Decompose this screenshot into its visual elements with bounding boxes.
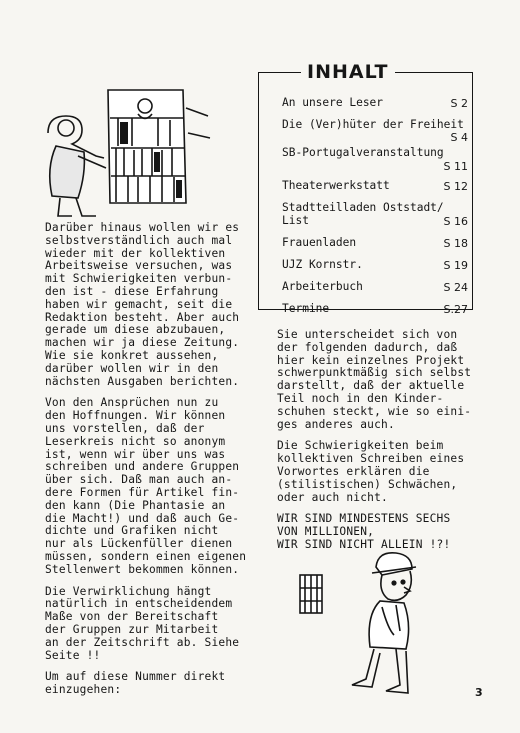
- toc-item-title: Stadtteilladen Oststadt/ List: [282, 201, 444, 227]
- toc-item-title: Arbeiterbuch: [282, 280, 363, 293]
- toc-item-page: S 18: [443, 237, 468, 250]
- toc-item-title: An unsere Leser: [282, 96, 384, 109]
- left-paragraph-2: Von den Ansprüchen nun zu den Hoffnungen. Wir können uns vorstellen, daß der Leserkreis nicht so anonym ist, wenn wir über uns was schreiben und andere Gruppen über sich. Daß man auch an- dere Formen für Artikel fin- den kann (Die Phantasie an die Macht!) und daß auch Ge- dichte und Grafiken nicht nur als Lückenfüller dienen müssen, sondern einen eigenen Stellenwert bekommen können.: [45, 396, 247, 576]
- toc-item[interactable]: [282, 201, 472, 227]
- toc-item-title: Die (Ver)hüter der Freiheit: [282, 118, 464, 131]
- toc-item-page: S 2: [450, 97, 468, 110]
- toc-item[interactable]: [282, 96, 472, 109]
- toc-item-title: SB-Portugalveranstaltung: [282, 146, 444, 159]
- toc-item[interactable]: [282, 146, 472, 173]
- contents-title: INHALT: [301, 60, 395, 84]
- left-paragraph-4: Um auf diese Nummer direkt einzugehen:: [45, 670, 226, 697]
- toc-item[interactable]: [282, 236, 472, 249]
- left-column: [45, 222, 270, 706]
- right-paragraph-1: Sie unterscheidet sich von der folgenden dadurch, daß hier kein einzelnes Projekt schwerpunktmäßig sich selbst darstellt, daß der aktuelle Teil noch in den Kinder- schuhen steckt, wie so eini- ges anderes auch.: [277, 328, 472, 431]
- left-paragraph-3: Die Verwirklichung hängt natürlich in entscheidendem Maße von der Bereitschaft der Gruppen zur Mitarbeit an der Zeitschrift ab. Siehe Seite !!: [45, 584, 240, 662]
- right-column: [277, 329, 487, 561]
- toc-item[interactable]: [282, 258, 472, 271]
- walking-man-illustration: [296, 545, 466, 705]
- toc-item-page: S 16: [443, 215, 468, 228]
- toc-item-title: Termine: [282, 302, 330, 315]
- page-number: 3: [475, 686, 483, 699]
- left-paragraph-1: Darüber hinaus wollen wir es selbstverständlich auch mal wieder mit der kollektiven Arbeitsweise versuchen, was mit Schwierigkeiten verbun- den ist - diese Erfahrung haben wir gemacht, seit die Redaktion besteht. Aber auch gerade um diese abzubauen, machen wir ja diese Zeitung. Wie sie konkret aussehen, darüber wollen wir in den nächsten Ausgaben berichten.: [45, 221, 240, 388]
- toc-item-page: S 12: [443, 180, 468, 193]
- toc-item-title: Theaterwerkstatt: [282, 179, 390, 192]
- toc-item-title: Frauenladen: [282, 236, 357, 249]
- toc-item[interactable]: [282, 302, 472, 315]
- toc-item-title: UJZ Kornstr.: [282, 258, 363, 271]
- toc-item-page: S.27: [443, 303, 468, 316]
- table-of-contents: [282, 96, 472, 324]
- toc-item-page: S 24: [443, 281, 468, 294]
- bookshelf-man-illustration: [38, 78, 218, 223]
- right-paragraph-slogan: WIR SIND MINDESTENS SECHS VON MILLIONEN, WIR SIND NICHT ALLEIN !?!: [277, 512, 451, 551]
- toc-item-page: S 4: [450, 131, 468, 144]
- right-paragraph-2: Die Schwierigkeiten beim kollektiven Schreiben eines Vorwortes erklären die (stilistischen) Schwächen, oder auch nicht.: [277, 439, 465, 504]
- toc-item-page: S 19: [443, 259, 468, 272]
- toc-item[interactable]: [282, 118, 472, 144]
- toc-item-page: S 11: [443, 160, 468, 173]
- toc-item[interactable]: [282, 280, 472, 293]
- toc-item[interactable]: [282, 179, 472, 192]
